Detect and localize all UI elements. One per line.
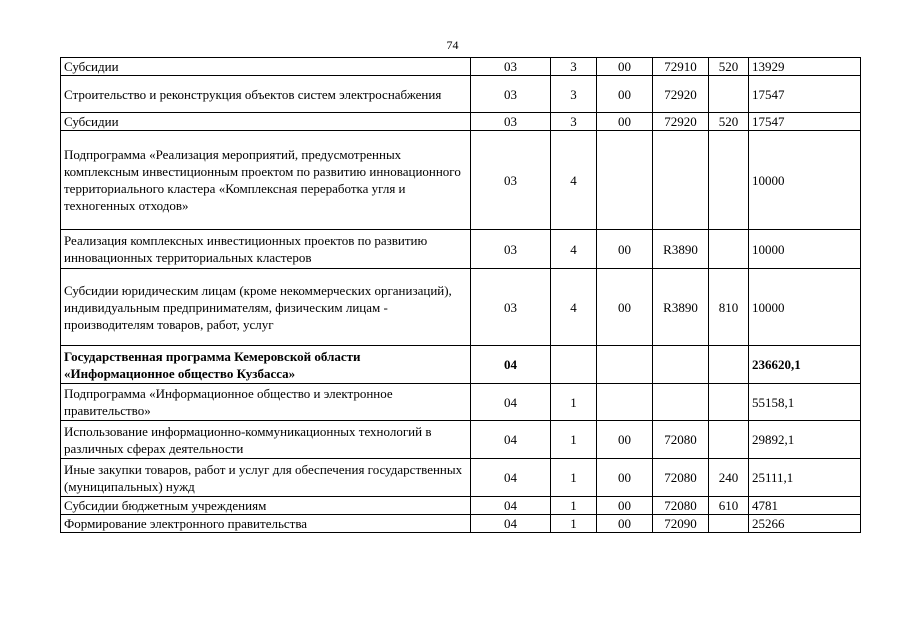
- section-code-cell: 03: [471, 113, 551, 131]
- table-row: [61, 230, 861, 269]
- row-name-cell: Использование информационно-коммуникационных технологий в различных сферах деятельности: [61, 421, 471, 459]
- program-code-cell: 00: [597, 421, 653, 459]
- expense-type-cell: [709, 515, 749, 533]
- section-code-cell: 04: [471, 459, 551, 497]
- amount-cell: 13929: [749, 58, 861, 76]
- program-code-cell: 00: [597, 76, 653, 113]
- expense-type-cell: 240: [709, 459, 749, 497]
- section-code-cell: 04: [471, 497, 551, 515]
- target-article-cell: 72080: [653, 459, 709, 497]
- expense-type-cell: 810: [709, 269, 749, 346]
- target-article-cell: 72080: [653, 421, 709, 459]
- table-row: [61, 515, 861, 533]
- program-code-cell: 00: [597, 269, 653, 346]
- expense-type-cell: 520: [709, 58, 749, 76]
- target-article-cell: [653, 384, 709, 421]
- program-code-cell: 00: [597, 515, 653, 533]
- row-name-cell: Субсидии: [61, 58, 471, 76]
- program-code-cell: 00: [597, 230, 653, 269]
- table-row: [61, 346, 861, 384]
- expense-type-cell: [709, 421, 749, 459]
- table-row: [61, 384, 861, 421]
- amount-cell: 17547: [749, 113, 861, 131]
- section-code-cell: 04: [471, 384, 551, 421]
- row-name-cell: Иные закупки товаров, работ и услуг для обеспечения государственных (муниципальных) нужд: [61, 459, 471, 497]
- section-code-cell: 03: [471, 131, 551, 230]
- row-name-cell: Субсидии юридическим лицам (кроме некоммерческих организаций), индивидуальным предпринимателям, физическим лицам - производителям товаров, работ, услуг: [61, 269, 471, 346]
- subsection-code-cell: 1: [551, 515, 597, 533]
- subsection-code-cell: 1: [551, 421, 597, 459]
- program-code-cell: [597, 346, 653, 384]
- subsection-code-cell: 1: [551, 459, 597, 497]
- amount-cell: 25111,1: [749, 459, 861, 497]
- expense-type-cell: [709, 131, 749, 230]
- table-row: [61, 113, 861, 131]
- amount-cell: 10000: [749, 269, 861, 346]
- row-name-cell: Строительство и реконструкция объектов систем электроснабжения: [61, 76, 471, 113]
- table-row: [61, 497, 861, 515]
- subsection-code-cell: 4: [551, 269, 597, 346]
- row-name-cell: Субсидии бюджетным учреждениям: [61, 497, 471, 515]
- amount-cell: 10000: [749, 131, 861, 230]
- subsection-code-cell: 4: [551, 230, 597, 269]
- subsection-code-cell: 1: [551, 384, 597, 421]
- table-row: [61, 76, 861, 113]
- row-name-cell: Подпрограмма «Реализация мероприятий, предусмотренных комплексным инвестиционным проектом по развитию инновационного территориального кластера «Комплексная переработка угля и техногенных отходов»: [61, 131, 471, 230]
- amount-cell: 55158,1: [749, 384, 861, 421]
- target-article-cell: R3890: [653, 269, 709, 346]
- expense-type-cell: [709, 76, 749, 113]
- program-code-cell: 00: [597, 58, 653, 76]
- amount-cell: 236620,1: [749, 346, 861, 384]
- expense-type-cell: 520: [709, 113, 749, 131]
- section-code-cell: 04: [471, 346, 551, 384]
- amount-cell: 4781: [749, 497, 861, 515]
- section-code-cell: 04: [471, 515, 551, 533]
- target-article-cell: 72080: [653, 497, 709, 515]
- program-code-cell: 00: [597, 497, 653, 515]
- expense-type-cell: 610: [709, 497, 749, 515]
- subsection-code-cell: 3: [551, 58, 597, 76]
- expense-type-cell: [709, 346, 749, 384]
- row-name-cell: Реализация комплексных инвестиционных проектов по развитию инновационных территориальных кластеров: [61, 230, 471, 269]
- target-article-cell: R3890: [653, 230, 709, 269]
- program-code-cell: 00: [597, 113, 653, 131]
- subsection-code-cell: 3: [551, 76, 597, 113]
- budget-table: [60, 57, 861, 533]
- target-article-cell: 72910: [653, 58, 709, 76]
- page-number: 74: [446, 38, 459, 52]
- row-name-cell: Государственная программа Кемеровской области «Информационное общество Кузбасса»: [61, 346, 471, 384]
- subsection-code-cell: [551, 346, 597, 384]
- table-row: [61, 459, 861, 497]
- amount-cell: 29892,1: [749, 421, 861, 459]
- amount-cell: 25266: [749, 515, 861, 533]
- section-code-cell: 04: [471, 421, 551, 459]
- target-article-cell: 72090: [653, 515, 709, 533]
- table-row: [61, 421, 861, 459]
- subsection-code-cell: 1: [551, 497, 597, 515]
- program-code-cell: 00: [597, 459, 653, 497]
- row-name-cell: Формирование электронного правительства: [61, 515, 471, 533]
- expense-type-cell: [709, 384, 749, 421]
- target-article-cell: [653, 131, 709, 230]
- table-row: [61, 58, 861, 76]
- section-code-cell: 03: [471, 76, 551, 113]
- table-row: [61, 131, 861, 230]
- subsection-code-cell: 4: [551, 131, 597, 230]
- program-code-cell: [597, 131, 653, 230]
- amount-cell: 17547: [749, 76, 861, 113]
- expense-type-cell: [709, 230, 749, 269]
- target-article-cell: 72920: [653, 113, 709, 131]
- table-body: [61, 58, 861, 533]
- program-code-cell: [597, 384, 653, 421]
- row-name-cell: Подпрограмма «Информационное общество и электронное правительство»: [61, 384, 471, 421]
- row-name-cell: Субсидии: [61, 113, 471, 131]
- amount-cell: 10000: [749, 230, 861, 269]
- target-article-cell: 72920: [653, 76, 709, 113]
- table-row: [61, 269, 861, 346]
- section-code-cell: 03: [471, 269, 551, 346]
- target-article-cell: [653, 346, 709, 384]
- section-code-cell: 03: [471, 230, 551, 269]
- section-code-cell: 03: [471, 58, 551, 76]
- subsection-code-cell: 3: [551, 113, 597, 131]
